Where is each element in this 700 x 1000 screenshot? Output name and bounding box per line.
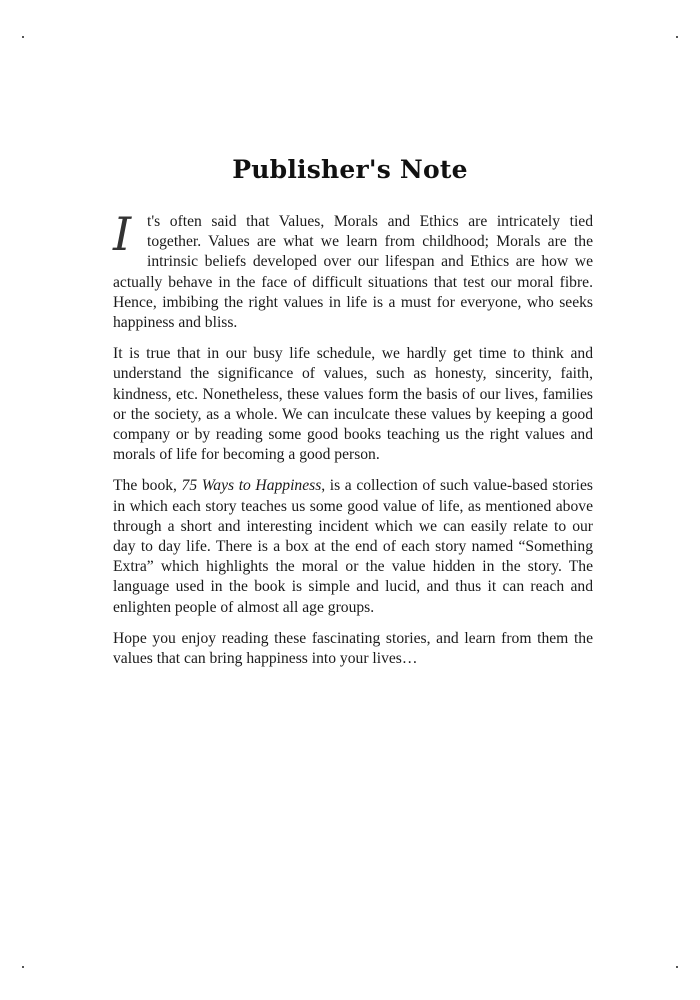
paragraph-3-after: , is a collection of such value-based stories in which each story teaches us some good value of life, as mentioned above through a short and interesting incident which we can easily relate to our day to day life. There is a box at the end of each story named “Something Extra” which highlights the moral or the value hidden in the story. The language used in the book is simple and lucid, and thus it can reach and enlighten people of almost all age groups. — [113, 477, 593, 616]
paragraph-1 — [113, 207, 593, 333]
paragraph-4: Hope you enjoy reading these fascinating stories, and learn from them the values that can bring happiness into your lives… — [113, 629, 593, 668]
book-title: 75 Ways to Happiness — [181, 477, 322, 495]
drop-cap: I — [113, 207, 132, 261]
crop-mark-bottom-left — [22, 966, 24, 968]
paragraph-1-text: t's often said that Values, Morals and Ethics are intricately tied together. Values are what we learn from childhood; Morals are the intrinsic beliefs developed over our lifespan and Ethics are how we actually behave in the face of difficult situations that test our moral fibre. Hence, imbibing the right values in life is a must for everyone, who seeks happiness and bliss. — [113, 213, 593, 332]
page-title: Publisher's Note — [232, 155, 468, 184]
crop-mark-top-right — [676, 36, 678, 38]
paragraph-2: It is true that in our busy life schedule, we hardly get time to think and understand the significance of values, such as honesty, sincerity, faith, kindness, etc. Nonetheless, these values form the basis of our lives, families or the society, as a whole. We can inculcate these values by keeping a good company or by reading some good books teaching us the right values and morals of life for becoming a good person. — [113, 345, 593, 464]
paragraph-3 — [113, 476, 593, 617]
paragraph-3-before: The book, — [113, 477, 182, 495]
crop-mark-bottom-right — [676, 966, 678, 968]
body-text — [113, 207, 593, 680]
crop-mark-top-left — [22, 36, 24, 38]
